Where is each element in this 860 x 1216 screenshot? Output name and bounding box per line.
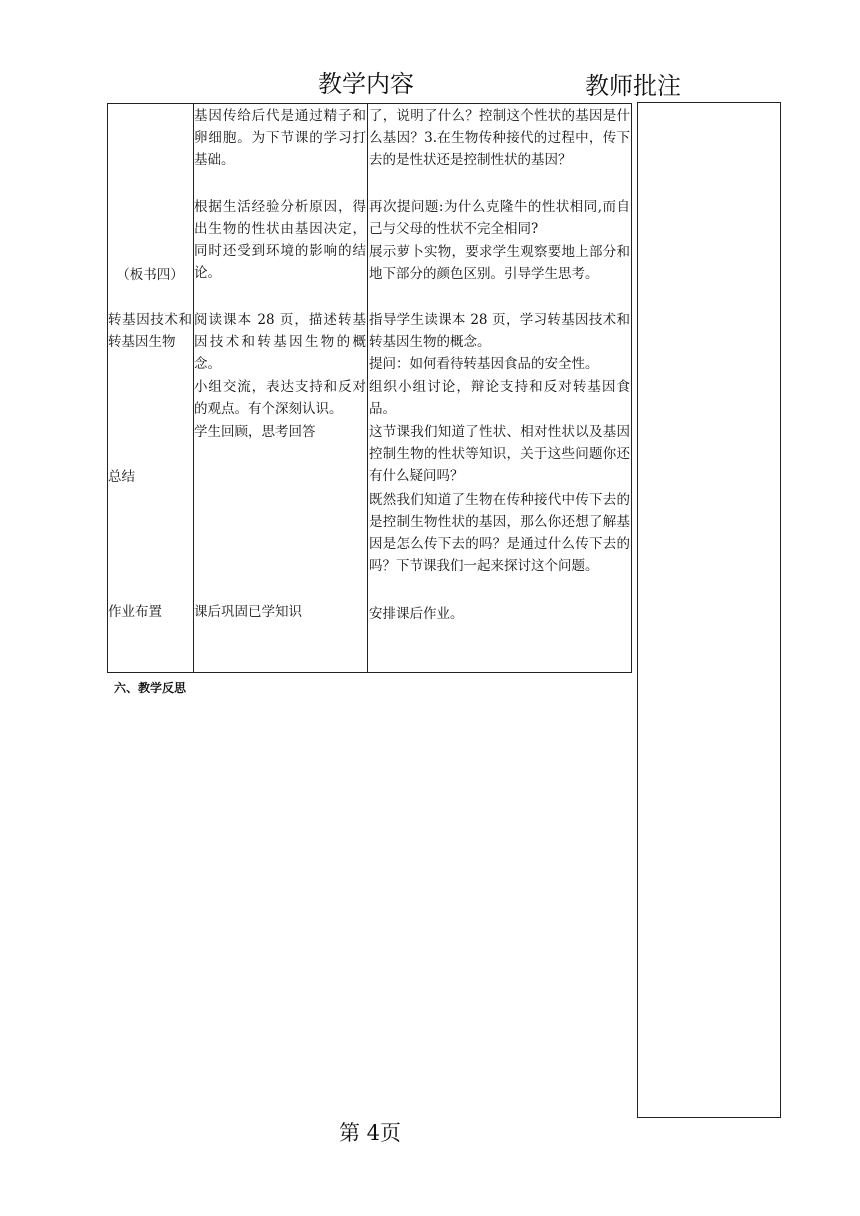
- student-activity-1: 基因传给后代是通过精子和卵细胞。为下节课的学习打基础。: [194, 108, 366, 168]
- teacher-notes-header: 教师批注: [585, 72, 681, 100]
- teacher-activity-7: 这节课我们知道了性状、相对性状以及基因控制生物的性状等知识，关于这些问题你还有什么疑问吗？: [369, 424, 630, 484]
- teacher-activity-3: 展示萝卜实物，要求学生观察要地上部分和地下部分的颜色区别。引导学生思考。: [369, 244, 630, 282]
- page-number: 第 4页: [339, 1121, 402, 1145]
- student-activity-4: 小组交流，表达支持和反对的观点。有个深刻认识。: [194, 379, 366, 417]
- teacher-notes-box: [637, 102, 781, 1118]
- stage-transgenic: 转基因技术和转基因生物: [108, 312, 192, 350]
- reflection-heading: 六、教学反思: [114, 681, 187, 695]
- teacher-activity-4: 指导学生读课本 28 页，学习转基因技术和转基因生物的概念。: [369, 312, 630, 350]
- teacher-activity-5: 提问：如何看待转基因食品的安全性。: [369, 356, 599, 372]
- student-activity-5: 学生回顾，思考回答: [194, 424, 316, 440]
- student-activity-6: 课后巩固已学知识: [194, 604, 302, 620]
- stage-board4: （板书四）: [116, 267, 184, 283]
- teacher-activity-1: 了，说明了什么？控制这个性状的基因是什么基因？3.在生物传种接代的过程中，传下去的是性状还是控制性状的基因？: [369, 108, 630, 168]
- teaching-content-header: 教学内容: [318, 70, 414, 98]
- student-activity-3: 阅读课本 28 页，描述转基因技术和转基因生物的概念。: [194, 312, 366, 372]
- stage-homework: 作业布置: [108, 604, 162, 620]
- column-divider-2: [367, 104, 368, 672]
- teacher-activity-2: 再次提问题:为什么克隆牛的性状相同,而自己与父母的性状不完全相同?: [369, 199, 630, 237]
- stage-summary: 总结: [108, 469, 135, 485]
- student-activity-2: 根据生活经验分析原因，得出生物的性状由基因决定，同时还受到环境的影响的结论。: [194, 199, 366, 281]
- teacher-activity-6: 组织小组讨论，辩论支持和反对转基因食品。: [369, 379, 630, 417]
- teacher-activity-8: 既然我们知道了生物在传种接代中传下去的是控制生物性状的基因，那么你还想了解基因是怎么传下去的吗？是通过什么传下去的吗？下节课我们一起来探讨这个问题。: [369, 492, 630, 574]
- teacher-activity-9: 安排课后作业。: [369, 606, 464, 622]
